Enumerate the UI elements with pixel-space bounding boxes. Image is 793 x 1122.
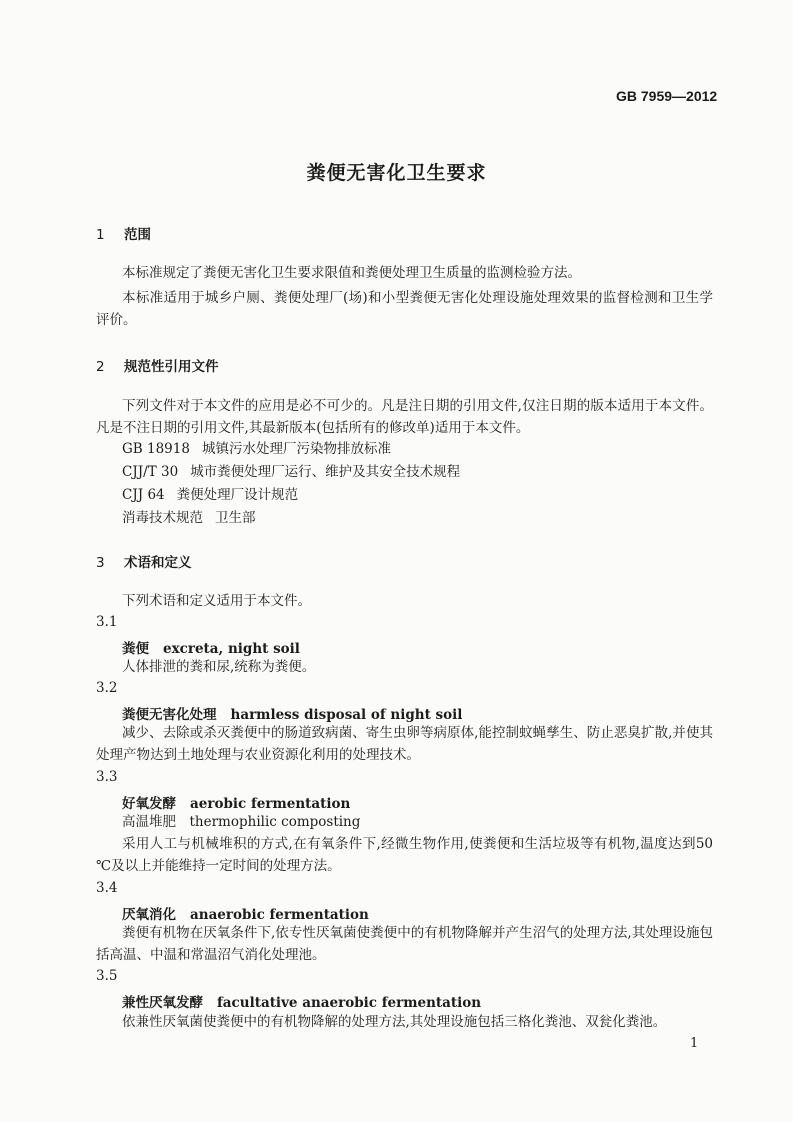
- clause-number: 3.3: [96, 769, 118, 785]
- reference-code: GB 18918: [122, 441, 190, 457]
- term-title: [122, 792, 350, 812]
- term-title: [122, 703, 462, 723]
- reference-title: 粪便处理厂设计规范: [176, 487, 299, 503]
- term-alternative: 高温堆肥 thermophilic composting: [122, 814, 361, 830]
- section-title: 术语和定义: [124, 555, 192, 571]
- term-title: [122, 637, 300, 657]
- term-en: aerobic fermentation: [190, 796, 351, 812]
- term-definition: 粪便有机物在厌氧条件下,依专性厌氧菌使粪便中的有机物降解并产生沼气的处理方法,其处理设施包括高温、中温和常温沼气消化处理池。: [96, 925, 713, 963]
- term-zh: 兼性厌氧发酵: [122, 995, 203, 1011]
- reference-item: [122, 484, 298, 506]
- reference-item: [122, 507, 256, 529]
- section-title: 规范性引用文件: [124, 359, 219, 375]
- reference-code: 消毒技术规范: [122, 510, 203, 526]
- term-definition: 依兼性厌氧菌使粪便中的有机物降解的处理方法,其处理设施包括三格化粪池、双瓮化粪池。: [122, 1014, 667, 1030]
- section-3-heading: [96, 551, 192, 571]
- term-en: excreta, night soil: [163, 641, 300, 657]
- term-definition: 减少、去除或杀灭粪便中的肠道致病菌、寄生虫卵等病原体,能控制蚊蝇孳生、防止恶臭扩散,并使其处理产物达到土地处理与农业资源化利用的处理技术。: [96, 725, 713, 763]
- reference-title: 卫生部: [215, 510, 256, 526]
- term-zh: 厌氧消化: [122, 907, 176, 923]
- section-3-intro: 下列术语和定义适用于本文件。: [122, 593, 311, 609]
- reference-item: [122, 461, 460, 483]
- page-title: 粪便无害化卫生要求: [306, 162, 487, 184]
- section-number: 1: [96, 227, 105, 243]
- term-zh: 好氧发酵: [122, 796, 176, 812]
- clause-number: 3.5: [96, 968, 118, 984]
- reference-title: 城镇污水处理厂污染物排放标准: [201, 441, 391, 457]
- term-definition: 人体排泄的粪和尿,统称为粪便。: [122, 659, 316, 675]
- term-en: anaerobic fermentation: [190, 907, 369, 923]
- reference-title: 城市粪便处理厂运行、维护及其安全技术规程: [190, 464, 461, 480]
- term-zh: 粪便: [122, 641, 149, 657]
- term-definition: 采用人工与机械堆积的方式,在有氧条件下,经微生物作用,使粪便和生活垃圾等有机物,温度达到50 ℃及以上并能维持一定时间的处理方法。: [96, 836, 713, 874]
- reference-code: CJJ/T 30: [122, 464, 179, 480]
- reference-code: CJJ 64: [122, 487, 165, 503]
- section-2-heading: [96, 355, 219, 375]
- reference-item: [122, 438, 391, 460]
- section-1-paragraph-2: 本标准适用于城乡户厕、粪便处理厂(场)和小型粪便无害化处理设施处理效果的监督检测和卫生学评价。: [96, 290, 713, 328]
- clause-number: 3.1: [96, 614, 118, 630]
- section-number: 2: [96, 359, 105, 375]
- standard-number: GB 7959—2012: [616, 88, 718, 104]
- section-1-heading: [96, 223, 151, 243]
- clause-number: 3.2: [96, 680, 118, 696]
- term-en: facultative anaerobic fermentation: [217, 995, 482, 1011]
- section-number: 3: [96, 555, 105, 571]
- section-2-intro: 下列文件对于本文件的应用是必不可少的。凡是注日期的引用文件,仅注日期的版本适用于本文件。凡是不注日期的引用文件,其最新版本(包括所有的修改单)适用于本文件。: [96, 398, 713, 436]
- term-title: [122, 991, 481, 1011]
- term-zh: 粪便无害化处理: [122, 707, 217, 723]
- section-title: 范围: [124, 227, 151, 243]
- clause-number: 3.4: [96, 880, 118, 896]
- term-title: [122, 903, 369, 923]
- page-number: 1: [690, 1036, 699, 1051]
- section-1-paragraph-1: 本标准规定了粪便无害化卫生要求限值和粪便处理卫生质量的监测检验方法。: [122, 265, 581, 281]
- term-en: harmless disposal of night soil: [230, 707, 463, 723]
